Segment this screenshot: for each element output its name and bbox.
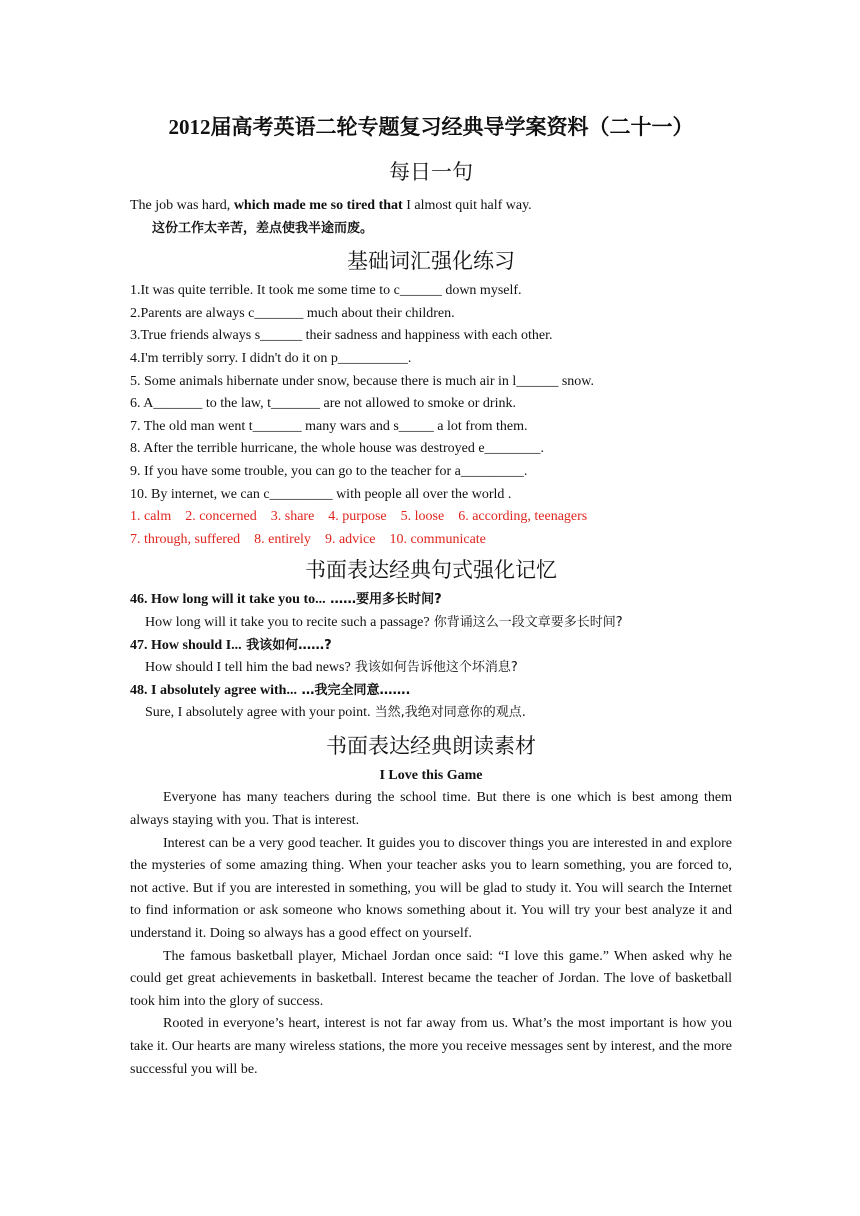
sentence-patterns-heading: 书面表达经典句式强化记忆 [305,558,557,583]
vocab-item: 7. The old man went t_______ many wars and s_____ a lot from them. [130,418,528,434]
reading-paragraph: The famous basketball player, Michael Jordan once said: “I love this game.” When asked why he could get great achievements in basketball. Interest became the teacher of Jordan. The love of basketball took him into the glory of success. [130,948,732,1009]
reading-paragraph: Everyone has many teachers during the school time. But there is one which is best among them always staying with you. That is interest. [130,790,732,829]
pattern-example: Sure, I absolutely agree with your point. 当然,我绝对同意你的观点. [145,705,526,721]
daily-sentence-bold: which made me so tired that [233,198,403,213]
daily-sentence-en: The job was hard, which made me so tired that I almost quit half way. [130,198,532,213]
reading-paragraph: Interest can be a very good teacher. It guides you to discover things you are interested in and explore the mysteries of some amazing thing. When your teacher asks you to learn something, you are forced to, not active. But if you are interested in something, you will be glad to study it. You will search the Internet to find information or ask someone who knows something about it. You will try your best analyze it and understand it. Doing so always has a good effect on yourself. [130,835,732,942]
answer-item: 5. loose [400,509,445,525]
vocab-item: 9. If you have some trouble, you can go to the teacher for a_________. [130,463,528,479]
document-title: 2012届高考英语二轮专题复习经典导学案资料（二十一） [168,115,694,139]
answer-item: 6. according, teenagers [458,509,588,525]
reading-heading: 书面表达经典朗读素材 [326,733,536,758]
document-page [130,112,732,1081]
vocab-item: 3.True friends always s______ their sadness and happiness with each other. [130,328,553,344]
daily-sentence-heading: 每日一句 [389,160,473,184]
vocab-heading: 基础词汇强化练习 [347,249,515,274]
answer-item: 8. entirely [254,531,311,547]
answer-item: 3. share [270,509,315,525]
vocab-answers-row [130,529,732,552]
answer-item: 1. calm [130,509,172,525]
vocab-item: 4.I'm terribly sorry. I didn't do it on p__________. [130,350,412,366]
daily-sentence-cn: 这份工作太辛苦，差点使我半途而废。 [152,220,374,236]
vocab-item: 8. After the terrible hurricane, the whole house was destroyed e________. [130,441,545,457]
pattern-head: 46. How long will it take you to... ……要用多长时间? [130,592,442,608]
vocab-item: 2.Parents are always c_______ much about their children. [130,305,455,321]
answer-item: 7. through, suffered [130,531,241,547]
vocab-list [130,280,732,551]
vocab-item: 10. By internet, we can c_________ with people all over the world . [130,486,512,502]
reading-paragraph: Rooted in everyone’s heart, interest is not far away from us. What’s the most important is how you take it. Our hearts are many wireless stations, the more you receive messages sent by interest, and the more successful you will be. [130,1016,732,1077]
answer-item: 10. communicate [389,531,486,547]
pattern-example: How should I tell him the bad news? 我该如何告诉他这个坏消息? [145,660,518,676]
vocab-item: 5. Some animals hibernate under snow, because there is much air in l______ snow. [130,373,594,389]
answer-item: 9. advice [324,531,376,547]
sentence-patterns-list [130,589,732,725]
pattern-example: How long will it take you to recite such a passage? 你背诵这么一段文章要多长时间? [145,614,623,630]
pattern-head: 48. I absolutely agree with... …我完全同意……. [130,682,411,698]
answer-item: 4. purpose [328,509,387,525]
vocab-item: 1.It was quite terrible. It took me some time to c______ down myself. [130,283,522,299]
vocab-item: 6. A_______ to the law, t_______ are not allowed to smoke or drink. [130,396,516,412]
answer-item: 2. concerned [185,509,257,525]
reading-title: I Love this Game [379,767,483,783]
pattern-head: 47. How should I... 我该如何……? [130,637,332,653]
vocab-answers-row [130,506,732,529]
